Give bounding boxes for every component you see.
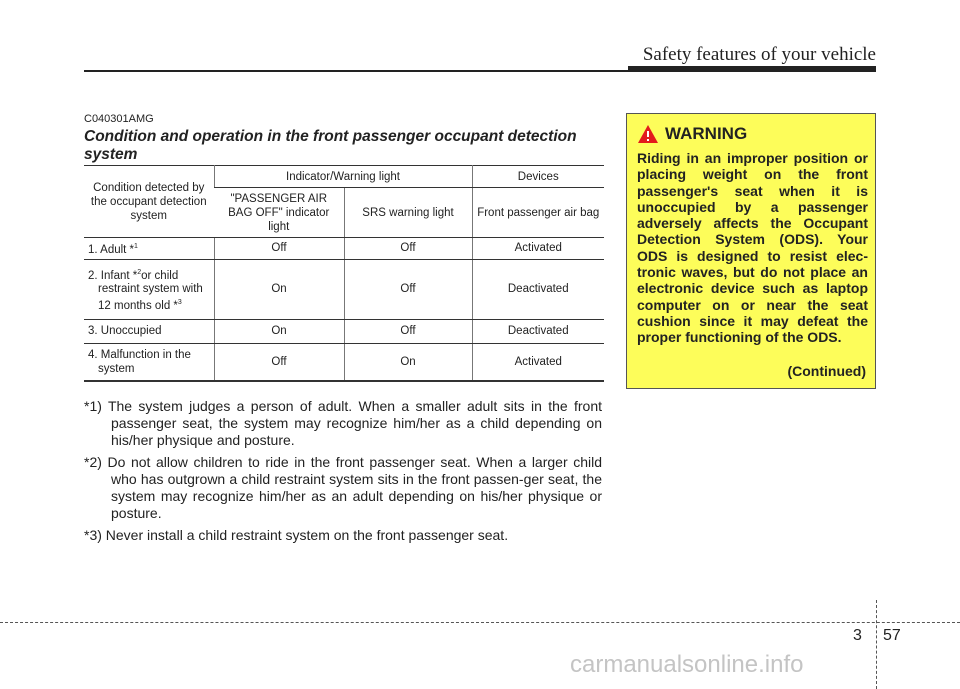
table-row bbox=[84, 343, 604, 381]
warning-continued: (Continued) bbox=[787, 363, 866, 379]
table-cell-srs: On bbox=[344, 343, 472, 381]
page-number: 57 bbox=[883, 627, 901, 644]
table-header-devices: Devices bbox=[472, 166, 604, 188]
table-cell-airbag: Deactivated bbox=[472, 259, 604, 319]
condition-line bbox=[88, 296, 210, 313]
footnote-ref: 3 bbox=[177, 299, 182, 307]
table-cell-srs: Off bbox=[344, 238, 472, 260]
footnote-3: *3) Never install a child restraint system on the front passenger seat. bbox=[84, 527, 509, 543]
warning-triangle-icon bbox=[637, 124, 659, 144]
table-cell-airbag: Deactivated bbox=[472, 319, 604, 343]
footnote-ref: 1 bbox=[134, 243, 138, 250]
table-cell-pab: On bbox=[214, 259, 344, 319]
condition-text: restraint system with bbox=[98, 283, 203, 296]
warning-box bbox=[626, 113, 876, 389]
table-row bbox=[84, 259, 604, 319]
warning-title: WARNING bbox=[665, 124, 748, 143]
watermark: carmanualsonline.info bbox=[570, 651, 804, 678]
header-rule-accent bbox=[628, 66, 876, 72]
chapter-number: 3 bbox=[853, 627, 862, 644]
footnotes bbox=[84, 398, 602, 549]
condition-text: or child bbox=[141, 269, 179, 282]
warning-header bbox=[637, 124, 747, 144]
table-header-pab-indicator: "PASSENGER AIR BAG OFF" indicator light bbox=[214, 188, 344, 238]
page-header-title: Safety features of your vehicle bbox=[642, 44, 876, 65]
table-header-front-airbag: Front passenger air bag bbox=[472, 188, 604, 238]
condition-text: 2. Infant * bbox=[88, 269, 138, 282]
table-cell-srs: Off bbox=[344, 259, 472, 319]
table-header-condition: Condition detected by the occupant detection system bbox=[84, 166, 214, 238]
table-cell-pab: On bbox=[214, 319, 344, 343]
table-header-srs-light: SRS warning light bbox=[344, 188, 472, 238]
section-title: Condition and operation in the front passenger occupant detection system bbox=[84, 128, 577, 163]
condition-text: 1. Adult * bbox=[88, 243, 135, 256]
ods-condition-table bbox=[84, 165, 604, 382]
footnote-ref: 2 bbox=[137, 268, 142, 276]
footnote-2: *2) Do not allow children to ride in the front passenger seat. When a larger child who has outgrown a child restraint system sits in the front passen-ger seat, the system may recognize him/her as an adult depending on his/her physique or posture. bbox=[84, 454, 602, 521]
table-cell-condition bbox=[84, 259, 214, 319]
warning-body: Riding in an improper position or placing weight on the front passenger's seat when it is unoccupied by a passenger adversely affects the Occupant Detection System (ODS). Your ODS is designed to resist elec-tronic waves, but do not place an electronic device such as laptop computer on or near the seat cushion since it may defeat the proper functioning of the ODS. bbox=[637, 150, 868, 346]
page-divider bbox=[876, 600, 877, 689]
footer-rule bbox=[0, 622, 960, 623]
condition-text: 4. Malfunction in the bbox=[88, 349, 191, 362]
table-cell-srs: Off bbox=[344, 319, 472, 343]
table-header-indicator: Indicator/Warning light bbox=[214, 166, 472, 188]
table-cell-airbag: Activated bbox=[472, 343, 604, 381]
condition-text: system bbox=[98, 363, 135, 376]
table-cell-pab: Off bbox=[214, 238, 344, 260]
section-code: C040301AMG bbox=[84, 113, 154, 125]
table-cell-airbag: Activated bbox=[472, 238, 604, 260]
footnote-1: *1) The system judges a person of adult. When a smaller adult sits in the front passenger seat, the system may recognize him/her as a child depending on his/her physique and posture. bbox=[84, 398, 602, 448]
table-cell-pab: Off bbox=[214, 343, 344, 381]
condition-text: 12 months old * bbox=[98, 300, 178, 313]
table-row bbox=[84, 319, 604, 343]
table-header-row bbox=[84, 166, 604, 188]
table-cell-condition bbox=[84, 238, 214, 260]
table-cell-condition bbox=[84, 343, 214, 381]
table-row bbox=[84, 238, 604, 260]
table-cell-condition: 3. Unoccupied bbox=[84, 319, 214, 343]
